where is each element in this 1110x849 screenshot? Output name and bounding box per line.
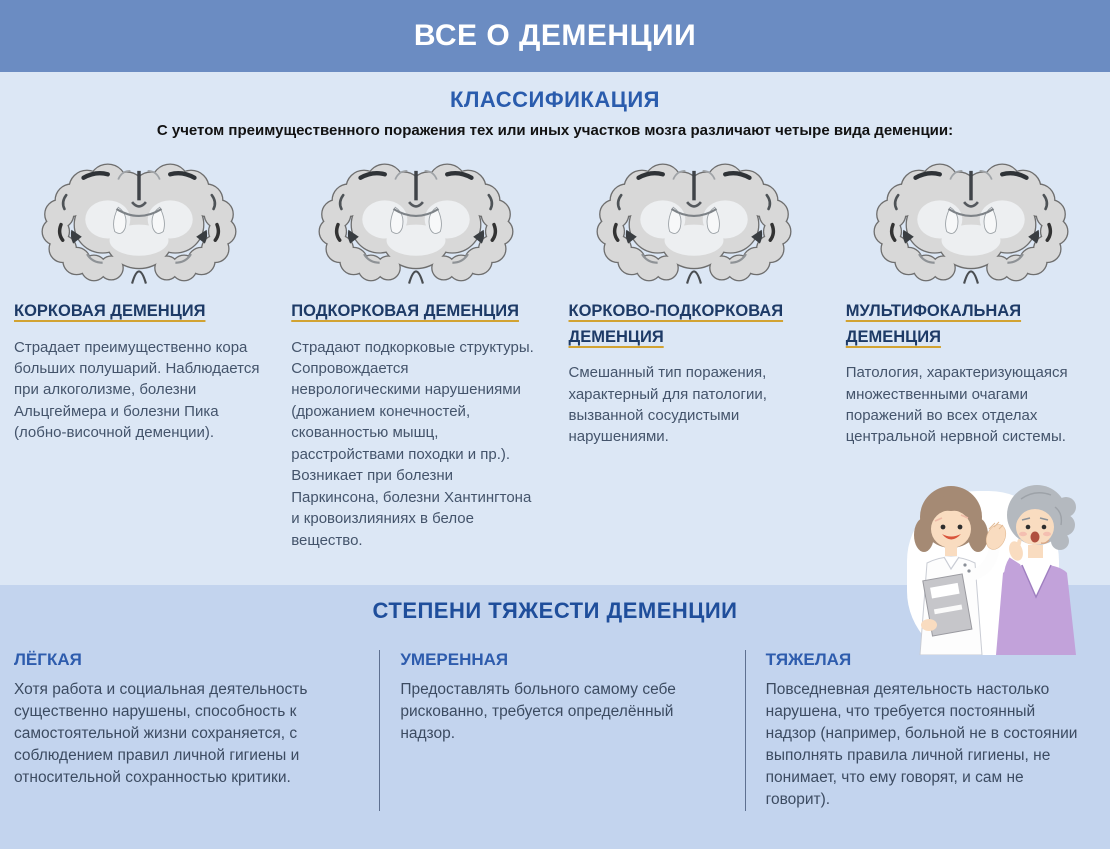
type-card-subcortical (291, 157, 541, 551)
level-name: ЛЁГКАЯ (14, 650, 82, 669)
type-name: КОРКОВО-ПОДКОРКОВАЯ ДЕМЕНЦИЯ (568, 302, 784, 346)
classification-title: КЛАССИФИКАЦИЯ (450, 87, 660, 112)
brain-icon (14, 157, 264, 293)
page-title: ВСЕ О ДЕМЕНЦИИ (413, 19, 697, 52)
level-description: Хотя работа и социальная деятельность существенно нарушены, способность к самостоятельной жизни сохраняется, с соблюдением правил личной гигиены и относительной сохранностью критики. (14, 681, 308, 786)
type-description: Страдает преимущественно кора больших полушарий. Наблюдается при алкоголизме, болезни Альцгеймера и болезни Пика (лобно-височной деменции). (14, 338, 260, 442)
level-card-mild (14, 650, 379, 811)
level-description: Предоставлять больного самому себе рискованно, требуется определённый надзор. (400, 681, 676, 742)
type-description: Страдают подкорковые структуры. Сопровождается неврологическими нарушениями (дрожанием конечностей, скованностью мышц, расстройствами походки и пр.). Возникает при болезни Паркинсона, болезни Хантингтона и кровоизлияниях в белое вещество. (291, 338, 534, 549)
type-description: Смешанный тип поражения, характерный для патологии, вызванной сосудистыми нарушениями. (568, 364, 767, 446)
type-card-cortical (14, 157, 264, 551)
level-name: УМЕРЕННАЯ (400, 650, 509, 669)
severity-levels-grid (14, 650, 1110, 811)
elderly-woman-figure (996, 485, 1076, 655)
level-card-moderate (379, 650, 744, 811)
level-card-severe (745, 650, 1110, 811)
classification-subtitle: С учетом преимущественного поражения тех или иных участков мозга различают четыре вида деменции: (156, 122, 954, 139)
severity-title: СТЕПЕНИ ТЯЖЕСТИ ДЕМЕНЦИИ (372, 598, 738, 623)
level-name: ТЯЖЕЛАЯ (765, 650, 852, 669)
type-description: Патология, характеризующаяся множественными очагами поражений во всех отделах центральной нервной системы. (845, 364, 1068, 446)
brain-icon (291, 157, 541, 293)
header-band (0, 0, 1110, 72)
type-card-cortical-subcortical (569, 157, 819, 551)
level-description: Повседневная деятельность настолько нарушена, что требуется постоянный надзор (например, больной не в состоянии выполнять правила личной гигиены, не понимает, что ему говорят, и сам не говорит). (765, 681, 1078, 808)
nurse-and-elderly-illustration (865, 473, 1110, 655)
brain-icon (569, 157, 819, 293)
brain-icon (846, 157, 1096, 293)
type-name: КОРКОВАЯ ДЕМЕНЦИЯ (14, 302, 206, 320)
type-name: ПОДКОРКОВАЯ ДЕМЕНЦИЯ (291, 302, 519, 320)
type-name: МУЛЬТИФОКАЛЬНАЯ ДЕМЕНЦИЯ (845, 302, 1022, 346)
